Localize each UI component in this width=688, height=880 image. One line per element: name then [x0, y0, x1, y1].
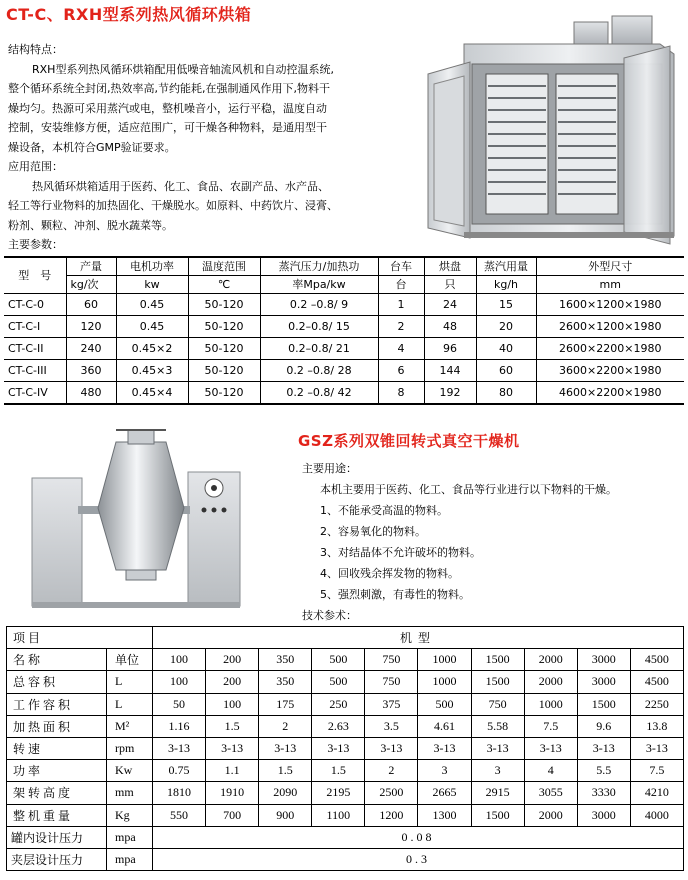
table-cell: 4500: [630, 671, 683, 693]
section1-title: CT-C、RXH型系列热风循环烘箱: [6, 5, 252, 24]
table-cell: 40: [476, 338, 536, 360]
row-label: 名称: [7, 649, 107, 671]
table-cell: 0.45: [116, 316, 188, 338]
col-header-unit: ℃: [188, 276, 260, 294]
table-cell: 3000: [577, 649, 630, 671]
table-cell: 175: [259, 693, 312, 715]
table-cell: 7.5: [630, 760, 683, 782]
row-label: 整机重量: [7, 804, 107, 826]
table-cell: 3-13: [206, 737, 259, 759]
table-cell: 480: [66, 382, 116, 405]
table-cell: 1810: [153, 782, 206, 804]
application-line: 热风循环烘箱适用于医药、化工、食品、农副产品、水产品、: [32, 179, 329, 193]
col-header: 电机功率: [116, 257, 188, 276]
col-header-unit: kw: [116, 276, 188, 294]
table-cell: 2250: [630, 693, 683, 715]
table-cell: 80: [476, 382, 536, 405]
table-cell: 0.2–0.8/ 15: [260, 316, 378, 338]
row-unit: Kw: [107, 760, 153, 782]
table-header-row: [7, 627, 684, 649]
col-header: 烘盘: [424, 257, 476, 276]
col-header: 蒸汽用量: [476, 257, 536, 276]
table-cell: 0.2 –0.8/ 28: [260, 360, 378, 382]
row-label: 加热面积: [7, 715, 107, 737]
table-cell: 3-13: [153, 737, 206, 759]
row-unit: rpm: [107, 737, 153, 759]
table-cell: 3: [471, 760, 524, 782]
table-cell: 15: [476, 294, 536, 316]
application-line: 轻工等行业物料的加热固化、干燥脱水。如原料、中药饮片、浸膏、: [8, 199, 338, 212]
table-cell: 2090: [259, 782, 312, 804]
table-cell: 1.5: [206, 715, 259, 737]
table-cell: 360: [66, 360, 116, 382]
application-line: 粉剂、颗粒、冲剂、脱水蔬菜等。: [8, 218, 173, 232]
params-label: 主要参数：: [8, 238, 63, 251]
row-unit: 单位: [107, 649, 153, 671]
table-cell: 50-120: [188, 338, 260, 360]
table-cell: 100: [153, 671, 206, 693]
double-cone-dryer-image: [28, 420, 243, 610]
table-cell: 3055: [524, 782, 577, 804]
col-header-unit: kg/h: [476, 276, 536, 294]
table-cell: 2500: [365, 782, 418, 804]
table-cell: 1910: [206, 782, 259, 804]
col-header-unit: 台: [378, 276, 424, 294]
row-unit: Kg: [107, 804, 153, 826]
table-cell: 2000: [524, 804, 577, 826]
table-cell: 3-13: [365, 737, 418, 759]
table-cell: 8: [378, 382, 424, 405]
table-row: [7, 782, 684, 804]
model-cell: CT-C-II: [4, 338, 66, 360]
hot-air-oven-image: [424, 14, 686, 250]
table-cell: 48: [424, 316, 476, 338]
table-cell: 3-13: [577, 737, 630, 759]
table-row: [7, 649, 684, 671]
table-cell: 60: [66, 294, 116, 316]
table-cell: 100: [206, 693, 259, 715]
structure-line: RXH型系列热风循环烘箱配用低噪音轴流风机和自动控温系统,: [32, 62, 334, 76]
col-header: 温度范围: [188, 257, 260, 276]
row-unit: M²: [107, 715, 153, 737]
usage-item: 2、容易氧化的物料。: [320, 525, 426, 538]
usage-item: 4、回收残余挥发物的物料。: [320, 567, 459, 580]
table-row: [4, 382, 684, 405]
table-cell: 120: [66, 316, 116, 338]
table-cell: 20: [476, 316, 536, 338]
table-cell: 2: [259, 715, 312, 737]
row-unit: mm: [107, 782, 153, 804]
table-cell: 3-13: [259, 737, 312, 759]
model-cell: CT-C-0: [4, 294, 66, 316]
table-row: [7, 826, 684, 848]
table-cell: 4: [378, 338, 424, 360]
table-cell: 750: [471, 693, 524, 715]
table-cell: 3-13: [312, 737, 365, 759]
table-cell: 0.3: [153, 848, 684, 870]
structure-line: 控制，安装维修方便，适应范围广，可干燥各种物料，是通用型干: [8, 121, 327, 134]
usage-intro: 本机主要用于医药、化工、食品等行业进行以下物料的干燥。: [320, 483, 617, 496]
model-cell: CT-C-III: [4, 360, 66, 382]
table-row: [7, 804, 684, 826]
usage-item: 3、对结晶体不允许破坏的物料。: [320, 546, 481, 559]
col-header-unit: 率Mpa/kw: [260, 276, 378, 294]
table-cell: 0.2 –0.8/ 9: [260, 294, 378, 316]
table-cell: 350: [259, 671, 312, 693]
row-label: 转速: [7, 737, 107, 759]
table-cell: 3-13: [471, 737, 524, 759]
table-cell: 50: [153, 693, 206, 715]
table-cell: 350: [259, 649, 312, 671]
table-cell: 1000: [418, 671, 471, 693]
table-cell: 0.2–0.8/ 21: [260, 338, 378, 360]
row-unit: mpa: [107, 848, 153, 870]
col-header: 型 号: [4, 257, 66, 294]
table-cell: 5.5: [577, 760, 630, 782]
application-label: 应用范围：: [8, 160, 63, 173]
table-cell: 9.6: [577, 715, 630, 737]
model-header: 机型: [153, 627, 684, 649]
table-row: [4, 316, 684, 338]
structure-line: 燥均匀。热源可采用蒸汽或电，整机噪音小，运行平稳，温度自动: [8, 101, 327, 115]
table-cell: 750: [365, 649, 418, 671]
table-cell: 3000: [577, 804, 630, 826]
table-cell: 1.5: [312, 760, 365, 782]
table-cell: 1.16: [153, 715, 206, 737]
table-cell: 2: [365, 760, 418, 782]
col-header: 产量: [66, 257, 116, 276]
table-cell: 3-13: [524, 737, 577, 759]
table-cell: 1500: [577, 693, 630, 715]
row-label: 工作容积: [7, 693, 107, 715]
table-cell: 50-120: [188, 382, 260, 405]
table-row: [4, 294, 684, 316]
table-cell: 0.45: [116, 294, 188, 316]
table-cell: 2195: [312, 782, 365, 804]
table-cell: 0.2 –0.8/ 42: [260, 382, 378, 405]
row-unit: L: [107, 693, 153, 715]
model-cell: CT-C-I: [4, 316, 66, 338]
table-row: [7, 715, 684, 737]
section2-title: GSZ系列双锥回转式真空干燥机: [298, 432, 520, 450]
table-header-row: [4, 276, 684, 294]
table-cell: 4000: [630, 804, 683, 826]
dryer-spec-table: [6, 626, 684, 871]
table-cell: 60: [476, 360, 536, 382]
table-cell: 50-120: [188, 294, 260, 316]
usage-item: 1、不能承受高温的物料。: [320, 504, 448, 517]
table-cell: 2000: [524, 649, 577, 671]
table-cell: 4: [524, 760, 577, 782]
table-cell: 144: [424, 360, 476, 382]
row-label: 夹层设计压力: [7, 848, 107, 870]
item-header: 项目: [7, 627, 153, 649]
structure-label: 结构特点：: [8, 43, 63, 56]
table-row: [7, 760, 684, 782]
model-cell: CT-C-IV: [4, 382, 66, 405]
col-header-unit: mm: [536, 276, 684, 294]
table-cell: 1100: [312, 804, 365, 826]
table-cell: 200: [206, 649, 259, 671]
table-cell: 200: [206, 671, 259, 693]
row-label: 总容积: [7, 671, 107, 693]
col-header: 蒸汽压力/加热功: [260, 257, 378, 276]
section1-description: [8, 40, 408, 255]
tech-label: 技术参术：: [302, 609, 357, 622]
col-header-unit: kg/次: [66, 276, 116, 294]
table-cell: 900: [259, 804, 312, 826]
table-cell: 2000: [524, 671, 577, 693]
table-cell: 0.45×2: [116, 338, 188, 360]
table-cell: 4500: [630, 649, 683, 671]
table-cell: 100: [153, 649, 206, 671]
table-cell: 500: [418, 693, 471, 715]
structure-line: 整个循环系统全封闭,热效率高,节约能耗,在强制通风作用下,物料干: [8, 82, 330, 95]
table-cell: 0.75: [153, 760, 206, 782]
table-cell: 2600×2200×1980: [536, 338, 684, 360]
table-header-row: [4, 257, 684, 276]
table-row: [4, 360, 684, 382]
table-row: [7, 693, 684, 715]
table-cell: 1.5: [259, 760, 312, 782]
table-cell: 3-13: [418, 737, 471, 759]
table-cell: 13.8: [630, 715, 683, 737]
table-row: [7, 848, 684, 870]
table-cell: 2665: [418, 782, 471, 804]
table-cell: 3.5: [365, 715, 418, 737]
table-cell: 1500: [471, 649, 524, 671]
table-cell: 4210: [630, 782, 683, 804]
table-cell: 500: [312, 649, 365, 671]
table-row: [4, 338, 684, 360]
section2-description: [298, 458, 688, 626]
table-cell: 24: [424, 294, 476, 316]
table-cell: 0.08: [153, 826, 684, 848]
table-cell: 0.45×3: [116, 360, 188, 382]
oven-spec-table: [4, 256, 684, 405]
table-cell: 2.63: [312, 715, 365, 737]
col-header: 外型尺寸: [536, 257, 684, 276]
table-cell: 1200: [365, 804, 418, 826]
table-cell: 375: [365, 693, 418, 715]
row-label: 架转高度: [7, 782, 107, 804]
structure-line: 燥设备，本机符合GMP验证要求。: [8, 140, 176, 154]
table-cell: 2600×1200×1980: [536, 316, 684, 338]
table-cell: 1: [378, 294, 424, 316]
table-cell: 1000: [524, 693, 577, 715]
table-cell: 4.61: [418, 715, 471, 737]
table-cell: 3000: [577, 671, 630, 693]
table-cell: 7.5: [524, 715, 577, 737]
table-cell: 0.45×4: [116, 382, 188, 405]
table-cell: 192: [424, 382, 476, 405]
table-cell: 5.58: [471, 715, 524, 737]
table-cell: 3330: [577, 782, 630, 804]
usage-label: 主要用途：: [302, 462, 357, 475]
table-cell: 240: [66, 338, 116, 360]
table-cell: 50-120: [188, 360, 260, 382]
table-cell: 1600×1200×1980: [536, 294, 684, 316]
row-unit: mpa: [107, 826, 153, 848]
col-header: 台车: [378, 257, 424, 276]
table-cell: 550: [153, 804, 206, 826]
table-row: [7, 737, 684, 759]
table-cell: 750: [365, 671, 418, 693]
row-label: 功率: [7, 760, 107, 782]
table-cell: 3600×2200×1980: [536, 360, 684, 382]
col-header-unit: 只: [424, 276, 476, 294]
table-cell: 500: [312, 671, 365, 693]
table-cell: 1500: [471, 804, 524, 826]
table-cell: 250: [312, 693, 365, 715]
table-cell: 96: [424, 338, 476, 360]
row-unit: L: [107, 671, 153, 693]
table-cell: 6: [378, 360, 424, 382]
usage-item: 5、强烈刺激，有毒性的物料。: [320, 588, 470, 601]
table-cell: 3: [418, 760, 471, 782]
row-label: 罐内设计压力: [7, 826, 107, 848]
table-cell: 1000: [418, 649, 471, 671]
table-cell: 2: [378, 316, 424, 338]
table-cell: 1500: [471, 671, 524, 693]
table-cell: 3-13: [630, 737, 683, 759]
table-cell: 2915: [471, 782, 524, 804]
table-cell: 1300: [418, 804, 471, 826]
table-cell: 4600×2200×1980: [536, 382, 684, 405]
table-cell: 1.1: [206, 760, 259, 782]
table-cell: 700: [206, 804, 259, 826]
table-cell: 50-120: [188, 316, 260, 338]
table-row: [7, 671, 684, 693]
